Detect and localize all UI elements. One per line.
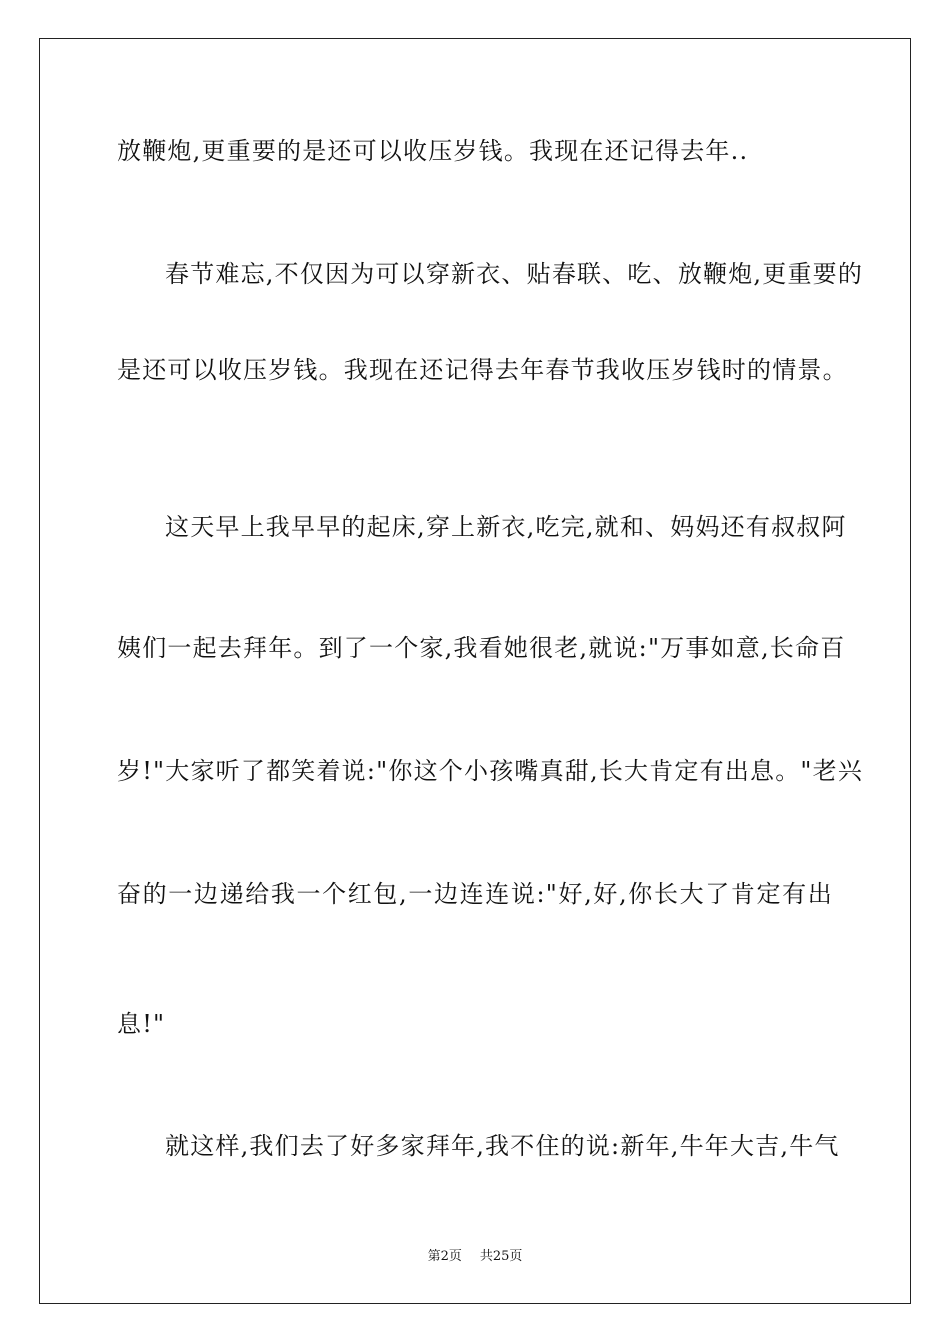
page-total: 共25页 [479,1249,523,1264]
text-line-6: 岁!"大家听了都笑着说:"你这个小孩嘴真甜,长大肯定有出息。"老兴 [117,757,864,785]
page-number: 第2页 [427,1249,462,1264]
page-border [39,38,911,1304]
text-line-2: 春节难忘,不仅因为可以穿新衣、贴春联、吃、放鞭炮,更重要的 [165,260,864,288]
text-line-4: 这天早上我早早的起床,穿上新衣,吃完,就和、妈妈还有叔叔阿 [165,513,847,541]
text-line-5: 姨们一起去拜年。到了一个家,我看她很老,就说:"万事如意,长命百 [117,634,846,662]
page-footer [0,1245,950,1264]
text-line-9: 就这样,我们去了好多家拜年,我不住的说:新年,牛年大吉,牛气 [165,1132,840,1160]
text-line-8: 息!" [117,1010,166,1038]
text-line-3: 是还可以收压岁钱。我现在还记得去年春节我收压岁钱时的情景。 [117,356,848,384]
text-line-1: 放鞭炮,更重要的是还可以收压岁钱。我现在还记得去年.. [117,137,749,165]
text-line-7: 奋的一边递给我一个红包,一边连连说:"好,好,你长大了肯定有出 [117,880,833,908]
